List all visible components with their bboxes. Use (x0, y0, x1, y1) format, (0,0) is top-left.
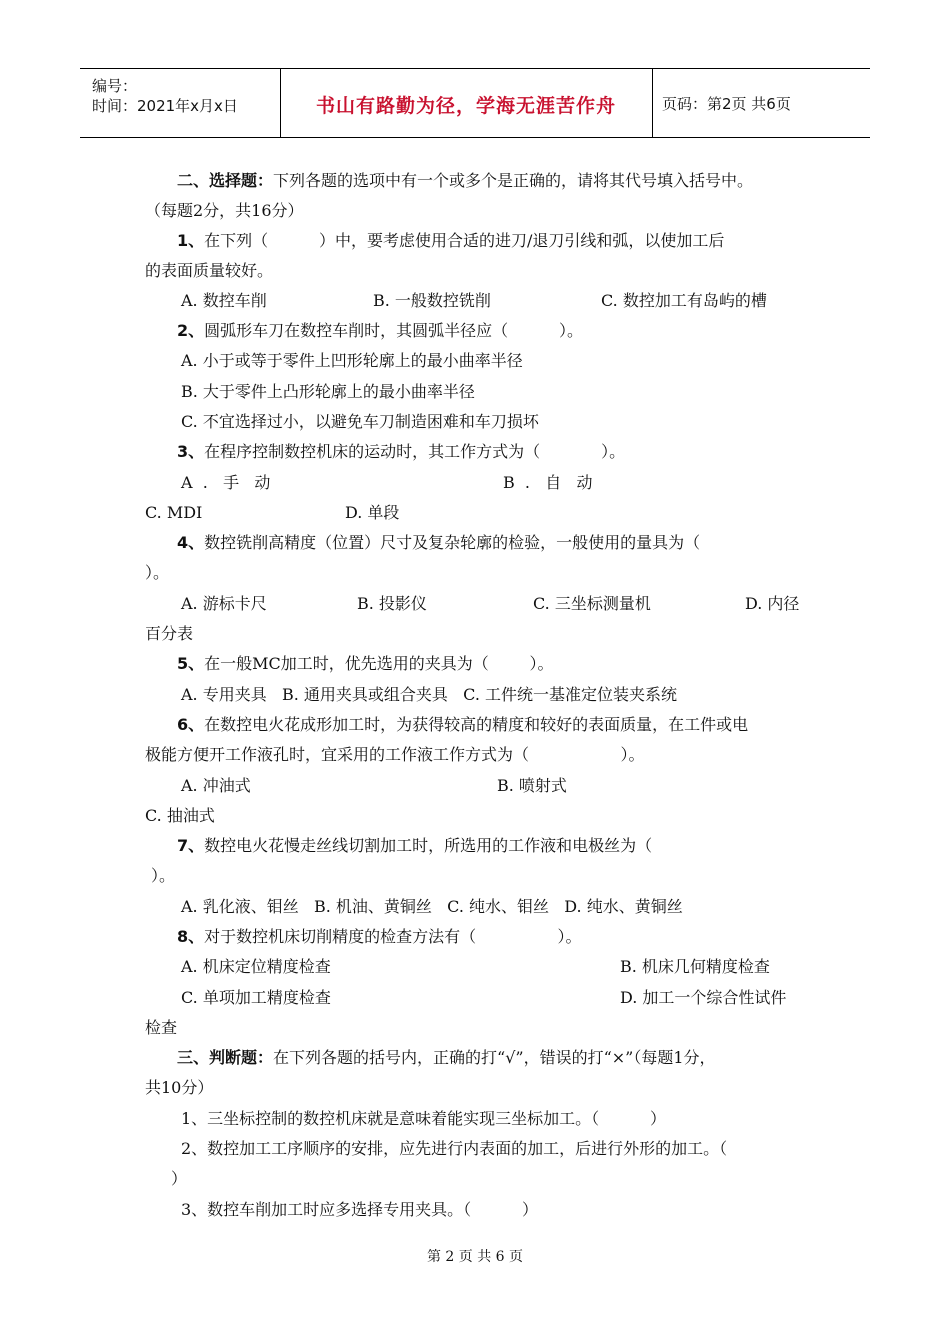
question-5-number: 5、 (177, 654, 205, 673)
question-8-option-d: D. 加工一个综合性试件 (620, 988, 787, 1007)
header-page-label: 页码：第2页 共6页 (662, 95, 791, 113)
question-4-option-d: D. 内径 (745, 594, 800, 613)
question-3-option-d: D. 单段 (345, 503, 400, 522)
question-2-text: 圆弧形车刀在数控车削时，其圆弧半径应（ ）。 (204, 321, 584, 340)
question-4-text: 数控铣削高精度（位置）尺寸及复杂轮廓的检验，一般使用的量具为（ (204, 533, 701, 552)
header-motto-cell (280, 69, 653, 137)
question-2 (177, 321, 583, 341)
question-4-option-c: C. 三坐标测量机 (533, 594, 651, 613)
question-8-option-d-cont: 检查 (145, 1018, 178, 1037)
question-4-cont: ）。 (145, 563, 170, 582)
section2-intro-line2: （每题2分，共16分） (145, 201, 304, 220)
question-7-number: 7、 (177, 836, 205, 855)
question-7 (177, 836, 652, 856)
question-8-option-c: C. 单项加工精度检查 (181, 988, 331, 1007)
question-4-number: 4、 (177, 533, 205, 552)
judgment-1: 1、三坐标控制的数控机床就是意味着能实现三坐标加工。（ ） (181, 1109, 667, 1128)
question-1-option-a: A. 数控车削 (181, 291, 267, 310)
question-1-option-c: C. 数控加工有岛屿的槽 (601, 291, 767, 310)
question-1-cont: 的表面质量较好。 (145, 261, 274, 280)
question-6-option-a: A. 冲油式 (181, 776, 251, 795)
question-6-option-c: C. 抽油式 (145, 806, 215, 825)
question-3-option-a: A . 手 动 (181, 473, 271, 492)
section3-title: 三、判断题： (177, 1048, 274, 1067)
question-6-option-b: B. 喷射式 (497, 776, 567, 795)
question-6-text: 在数控电火花成形加工时，为获得较高的精度和较好的表面质量，在工件或电 (204, 715, 749, 734)
question-5 (177, 654, 553, 674)
question-4-option-a: A. 游标卡尺 (181, 594, 267, 613)
question-6 (177, 715, 748, 735)
judgment-2: 2、数控加工工序顺序的安排，应先进行内表面的加工，后进行外形的加工。（ (181, 1139, 728, 1158)
question-2-option-a: A. 小于或等于零件上凹形轮廓上的最小曲率半径 (181, 351, 523, 370)
section2-intro-text: 下列各题的选项中有一个或多个是正确的，请将其代号填入括号中。 (273, 171, 754, 190)
question-3-option-c: C. MDI (145, 503, 203, 522)
section3-intro (177, 1048, 716, 1068)
judgment-3: 3、数控车削加工时应多选择专用夹具。（ ） (181, 1200, 539, 1219)
judgment-2-cont: ） (171, 1169, 188, 1188)
question-3-text: 在程序控制数控机床的运动时，其工作方式为（ ）。 (204, 442, 626, 461)
question-6-cont: 极能方便开工作液孔时，宜采用的工作液工作方式为（ ）。 (145, 745, 645, 764)
question-1 (177, 231, 724, 251)
header-left-cell (80, 69, 281, 137)
question-7-options: A. 乳化液、钼丝 B. 机油、黄铜丝 C. 纯水、钼丝 D. 纯水、黄铜丝 (181, 897, 683, 916)
question-8-number: 8、 (177, 927, 205, 946)
question-4 (177, 533, 700, 553)
question-1-option-b: B. 一般数控铣削 (373, 291, 491, 310)
question-2-number: 2、 (177, 321, 205, 340)
question-4-option-d-cont: 百分表 (145, 624, 194, 643)
question-1-number: 1、 (177, 231, 205, 250)
question-1-text: 在下列（ ）中，要考虑使用合适的进刀/退刀引线和弧，以使加工后 (204, 231, 725, 250)
question-3-number: 3、 (177, 442, 205, 461)
section2-intro (177, 171, 753, 191)
question-7-cont: ）。 (151, 866, 176, 885)
section3-intro-text: 在下列各题的括号内，正确的打“√”，错误的打“×”（每题1分， (273, 1048, 716, 1067)
motto-text: 书山有路勤为径，学海无涯苦作舟 (315, 95, 616, 117)
question-8-option-a: A. 机床定位精度检查 (181, 957, 331, 976)
question-2-option-b: B. 大于零件上凸形轮廓上的最小曲率半径 (181, 382, 475, 401)
section2-title: 二、选择题： (177, 171, 274, 190)
question-5-text: 在一般MC加工时，优先选用的夹具为（ ）。 (204, 654, 554, 673)
document-header (80, 68, 870, 138)
question-2-option-c: C. 不宜选择过小，以避免车刀制造困难和车刀损坏 (181, 412, 539, 431)
question-7-text: 数控电火花慢走丝线切割加工时，所选用的工作液和电极丝为（ (204, 836, 653, 855)
question-4-option-b: B. 投影仪 (357, 594, 427, 613)
section3-intro-line2: 共10分） (145, 1078, 214, 1097)
question-5-options: A. 专用夹具 B. 通用夹具或组合夹具 C. 工件统一基准定位装夹系统 (181, 685, 678, 704)
question-8-option-b: B. 机床几何精度检查 (620, 957, 770, 976)
question-8-text: 对于数控机床切削精度的检查方法有（ ）。 (204, 927, 582, 946)
question-3 (177, 442, 625, 462)
date-label: 时间：2021年x月x日 (92, 97, 238, 115)
question-6-number: 6、 (177, 715, 205, 734)
header-page-cell (652, 69, 870, 137)
question-8 (177, 927, 582, 947)
question-3-option-b: B . 自 动 (503, 473, 593, 492)
serial-label: 编号： (92, 77, 138, 95)
page-footer: 第 2 页 共 6 页 (426, 1249, 524, 1265)
